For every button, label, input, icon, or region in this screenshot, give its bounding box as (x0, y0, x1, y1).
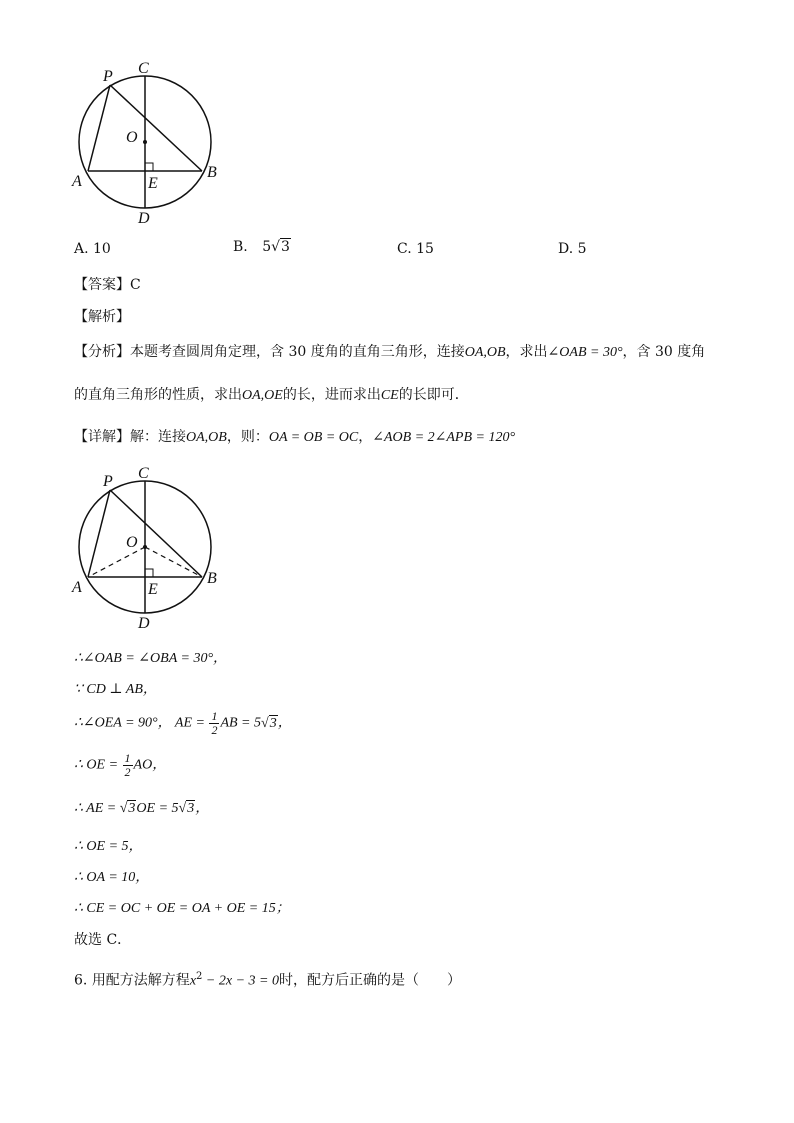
option-b-radicand: 3 (281, 239, 290, 255)
chord-pb-2 (110, 490, 202, 577)
right-angle-mark-2 (145, 569, 153, 577)
fenxi-text-2c: 的长，进而求出 (282, 387, 381, 403)
chord-pa (88, 85, 110, 171)
label-o-2: O (126, 534, 138, 551)
step-5-radicand-2: 3 (187, 801, 195, 816)
option-a: A. 10 (74, 241, 111, 257)
fenxi-line-1 (74, 343, 705, 362)
label-a-2: A (72, 579, 82, 596)
center-dot (143, 140, 147, 144)
fenxi-text-1a: 本题考查圆周角定理，含 30 度角的直角三角形，连接 (130, 344, 465, 360)
dashed-oa (88, 547, 145, 577)
label-p: P (103, 68, 113, 85)
label-e: E (148, 175, 158, 192)
step-5-a: ∴ AE = (74, 801, 120, 816)
step-8: ∴ CE = OC + OE = OA + OE = 15； (74, 901, 290, 916)
q6-eq-sup: 2 (196, 971, 203, 982)
xiangjie-text-c: ，则： (226, 429, 269, 445)
answer-line (74, 276, 141, 294)
analysis-tag: 【解析】 (74, 309, 130, 325)
label-p-2: P (103, 473, 113, 490)
dashed-ob (145, 547, 202, 577)
fenxi-tag: 【分析】 (74, 344, 130, 360)
circle-diagram-2 (60, 462, 230, 637)
fenxi-text-2a: 的直角三角形的性质，求出 (74, 387, 242, 403)
option-b-coef: 5 (262, 239, 272, 255)
q6-eq-x: x (189, 973, 197, 989)
fenxi-math-1d: ∠OAB = 30° (547, 345, 623, 360)
xiangjie-math-d: OA = OB = OC (268, 430, 359, 445)
xiangjie-math-f: ∠AOB = 2∠APB = 120° (372, 430, 516, 445)
q6-text-b: 时，配方后正确的是（ ） (278, 972, 461, 989)
xiangjie-text-a: 解：连接 (130, 429, 186, 445)
option-b-prefix: B. (233, 239, 248, 255)
step-5: ∴ AE = √3OE = 5√3， (74, 801, 210, 816)
step-7: ∴ OA = 10， (74, 870, 150, 885)
step-4 (74, 752, 166, 779)
label-d: D (138, 210, 150, 227)
chord-pa-2 (88, 490, 110, 577)
xiangjie-math-b: OA,OB (186, 430, 227, 445)
xiangjie-line (74, 428, 515, 447)
step-1: ∴∠OAB = ∠OBA = 30°， (74, 651, 228, 666)
xiangjie-text-e: ， (358, 429, 373, 445)
center-dot-2 (143, 545, 147, 549)
label-e-2: E (148, 581, 158, 598)
step-3-radicand: 3 (269, 715, 277, 731)
option-b: B. 5√3 (233, 239, 290, 255)
circle-diagram-1 (60, 55, 230, 230)
q6-number: 6. (74, 972, 88, 989)
option-c: C. 15 (397, 241, 434, 257)
step-5-radicand-1: 3 (128, 801, 136, 816)
step-4-den: 2 (124, 765, 131, 779)
fenxi-line-2 (74, 386, 469, 405)
step-3-den: 2 (211, 723, 218, 737)
step-9: 故选 C． (74, 932, 132, 948)
fenxi-math-1b: OA,OB (464, 345, 506, 360)
q6-text-a: 用配方法解方程 (91, 972, 190, 989)
question-6 (74, 968, 461, 991)
label-d-2: D (138, 615, 150, 632)
fenxi-text-1c: ，求出 (505, 344, 548, 360)
step-4-num: 1 (124, 751, 131, 765)
q6-eq-rest: − 2x − 3 = 0 (202, 973, 279, 989)
label-o: O (126, 129, 138, 146)
step-6: ∴ OE = 5， (74, 839, 143, 854)
label-c: C (138, 60, 149, 77)
label-b: B (207, 164, 217, 181)
step-3-fraction (209, 710, 219, 737)
step-2: ∵ CD ⊥ AB， (74, 682, 157, 697)
step-3-num: 1 (211, 709, 218, 723)
step-3-c: ， (277, 715, 292, 731)
step-5-c: ， (195, 801, 210, 816)
label-c-2: C (138, 465, 149, 482)
fenxi-text-1e: ，含 30 度角 (622, 344, 706, 360)
fenxi-text-2e: 的长即可． (398, 387, 469, 403)
option-d: D. 5 (558, 241, 587, 257)
step-4-fraction (123, 752, 133, 779)
right-angle-mark (145, 163, 153, 171)
step-3-a: ∴∠OEA = 90°， AE = (74, 715, 209, 731)
chord-pb (110, 85, 202, 171)
xiangjie-tag: 【详解】 (74, 429, 130, 445)
fenxi-math-2b: OA,OE (242, 388, 283, 403)
step-4-a: ∴ OE = (74, 757, 122, 773)
analysis-line (74, 308, 130, 326)
fenxi-math-2d: CE (380, 388, 399, 403)
label-b-2: B (207, 570, 217, 587)
answer-value: C (130, 277, 141, 293)
step-5-b: OE = 5 (136, 801, 179, 816)
step-3: ∴∠OEA = 90°， AE = $\frac{1}{2}$ AB = 5√3， (74, 709, 292, 737)
label-a: A (72, 173, 82, 190)
step-4-b: AO， (133, 757, 167, 773)
step-3-b: AB = 5 (220, 715, 262, 731)
answer-tag: 【答案】 (74, 277, 130, 293)
